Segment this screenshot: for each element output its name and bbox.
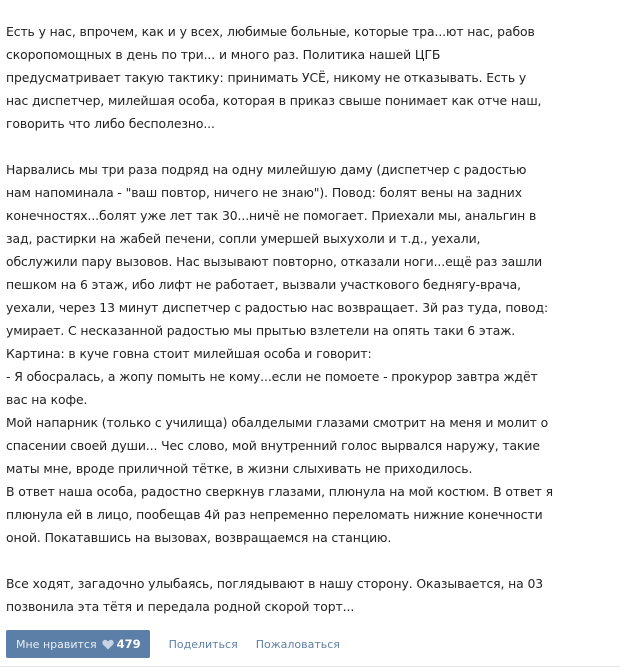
- text-line: зад, растирки на жабей печени, сопли умершей выхухоли и т.д., уехали,: [6, 231, 481, 246]
- like-button[interactable]: [6, 630, 150, 658]
- text-line: предусматривает такую тактику: принимать УСЁ, никому не отказывать. Есть у: [6, 70, 527, 85]
- text-line: обслужили пару вызовов. Нас вызывают повторно, отказали ноги...ещё раз зашли: [6, 254, 543, 269]
- text-line: говорить что либо бесполезно...: [6, 116, 215, 131]
- text-line: нас диспетчер, милейшая особа, которая в приказ свыше понимает как отче наш,: [6, 93, 542, 108]
- text-line: плюнула ей в лицо, пообещав 4й раз непременно переломать нижние конечности: [6, 507, 543, 522]
- text-line: уехали, через 13 минут диспетчер с радостью нас возвращает. 3й раз туда, повод:: [6, 300, 549, 315]
- post-paragraph: [6, 158, 612, 549]
- like-count: 479: [116, 637, 141, 651]
- text-line: Нарвались мы три раза подряд на одну милейшую даму (диспетчер с радостью: [6, 162, 527, 177]
- text-line: нам напоминала - "ваш повтор, ничего не знаю"). Повод: болят вены на задних: [6, 185, 522, 200]
- heart-icon: [102, 639, 114, 650]
- text-line: Картина: в куче говна стоит милейшая особа и говорит:: [6, 346, 372, 361]
- post-paragraph: [6, 20, 612, 135]
- text-line: оной. Покатавшись на вызовах, возвращаемся на станцию.: [6, 530, 392, 545]
- text-line: пешком на 6 этаж, ибо лифт не работает, вызвали участкового беднягу-врача,: [6, 277, 521, 292]
- text-line: Мой напарник (только с училища) обалделыми глазами смотрит на меня и молит о: [6, 415, 549, 430]
- text-line: скоропомощных в день по три... и много раз. Политика нашей ЦГБ: [6, 47, 441, 62]
- report-link[interactable]: Пожаловаться: [255, 637, 340, 651]
- text-line: позвонила эта тётя и передала родной скорой торт...: [6, 599, 355, 614]
- post-text: [6, 20, 612, 618]
- post-actions: [6, 630, 340, 658]
- text-line: Есть у нас, впрочем, как и у всех, любимые больные, которые тра...ют нас, рабов: [6, 24, 535, 39]
- text-line: В ответ наша особа, радостно сверкнув глазами, плюнула на мой костюм. В ответ я: [6, 484, 553, 499]
- text-line: Все ходят, загадочно улыбаясь, поглядывают в нашу сторону. Оказывается, на 03: [6, 576, 544, 591]
- like-label: Мне нравится: [16, 637, 97, 651]
- text-line: умирает. С несказанной радостью мы прытью взлетели на опять таки 6 этаж.: [6, 323, 516, 338]
- post-paragraph: [6, 572, 612, 618]
- text-line: конечностях...болят уже лет так 30...ничё не помогает. Приехали мы, анальгин в: [6, 208, 537, 223]
- share-link[interactable]: Поделиться: [168, 637, 238, 651]
- text-line: спасении своей души... Чес слово, мой внутренний голос вырвался наружу, такие: [6, 438, 540, 453]
- text-line: - Я обосралась, а жопу помыть не кому...если не помоете - прокурор завтра ждёт: [6, 369, 538, 384]
- text-line: вас на кофе.: [6, 392, 88, 407]
- text-line: маты мне, вроде приличной тётке, в жизни слыхивать не приходилось.: [6, 461, 473, 476]
